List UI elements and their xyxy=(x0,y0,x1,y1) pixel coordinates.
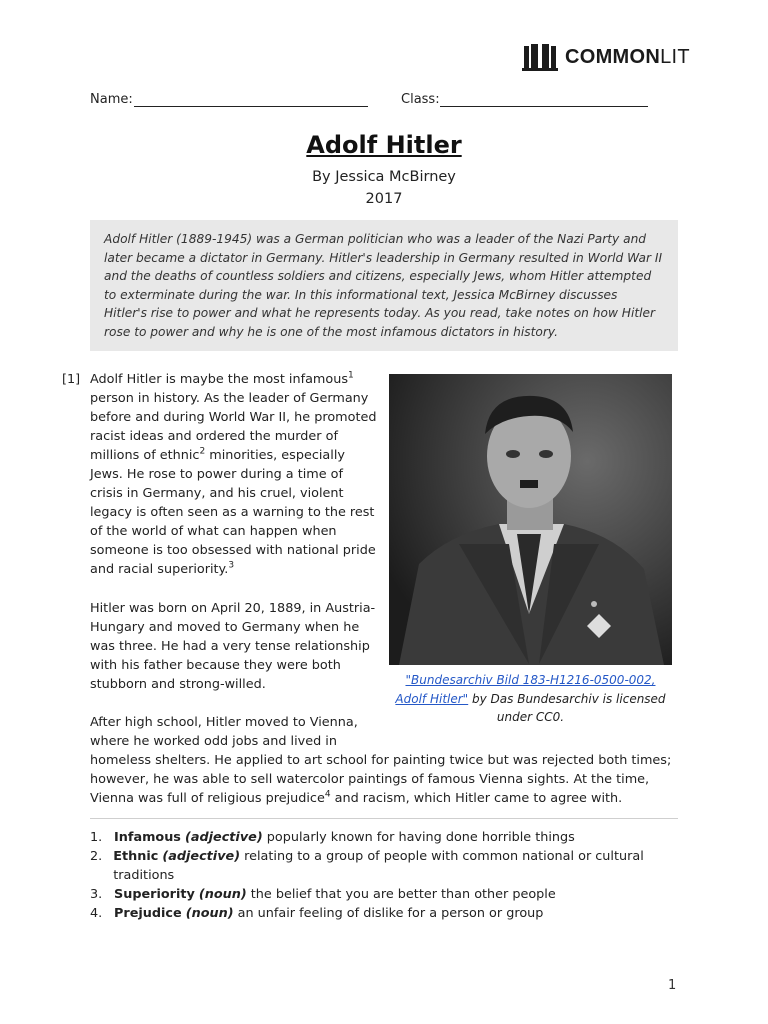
paragraph-1: Adolf Hitler is maybe the most infamous$^1$ person in history. As the leader of Germany before and during World War II, he promoted racist ideas and ordered the murder of millions of ethnic$^2$ minorities, especially Jews. He rose to power during a time of crisis in Germany, and his cruel, violent legacy is often seen as a warning to the rest of the world of what can happen when someone is too obsessed with national pride and racial superiority.$^3$ xyxy=(90,370,377,577)
name-label: Name: xyxy=(90,92,133,107)
open-book-icon xyxy=(522,43,558,71)
paragraph-3: After high school, Hitler moved to Vienna, where he worked odd jobs and lived in homeless shelters. He applied to art school for painting twice but was rejected both times; however, he was able to sell watercolor paintings of famous Vienna sights. At the time, Vienna was full of religious prejudice$^4$ and racism, which Hitler came to agree with. xyxy=(90,715,672,806)
footnote-item: 1. Infamous (adjective) popularly known for having done horrible things xyxy=(90,830,575,845)
footnote-divider xyxy=(90,818,678,819)
class-field[interactable] xyxy=(440,106,648,107)
portrait-photo xyxy=(389,374,672,665)
footnote-item: 3. Superiority (noun) the belief that you are better than other people xyxy=(90,887,556,902)
name-field[interactable] xyxy=(134,106,368,107)
photo-caption: "Bundesarchiv Bild 183-H1216-0500-002, Adolf Hitler" by Das Bundesarchiv is licensed under CC0. xyxy=(395,673,666,725)
page-number: 1 xyxy=(668,978,677,993)
class-label: Class: xyxy=(401,92,440,107)
footnote-ref-3: 3 xyxy=(228,560,235,571)
footnote-ref-2: 2 xyxy=(199,446,206,457)
year: 2017 xyxy=(365,191,403,207)
footnote-ref-4: 4 xyxy=(324,789,331,800)
footnote-ref-1: 1 xyxy=(348,370,354,381)
article-title: Adolf Hitler xyxy=(306,131,462,159)
footnote-item: 4. Prejudice (noun) an unfair feeling of dislike for a person or group xyxy=(90,906,544,921)
commonlit-logo xyxy=(522,42,690,72)
author: By Jessica McBirney xyxy=(312,169,456,185)
intro-box: Adolf Hitler (1889-1945) was a German politician who was a leader of the Nazi Party and later became a dictator in Germany. Hitler's leadership in Germany resulted in World War II and the deaths of countless soldiers and citizens, especially Jews, whom Hitler attempted to exterminate during the war. In this informational text, Jessica McBirney discusses Hitler's rise to power and what he represents today. As you read, take notes on how Hitler rose to power and why he is one of the most infamous dictators in history. xyxy=(90,220,678,351)
photo-source-link[interactable]: "Bundesarchiv Bild 183-H1216-0500-002, Adolf Hitler" xyxy=(395,673,656,706)
paragraph-2: Hitler was born on April 20, 1889, in Austria-Hungary and moved to Germany when he was three. He had a very tense relationship with his father because they were both stubborn and strong-willed. xyxy=(90,601,376,692)
brand-name: COMMONLIT xyxy=(565,45,690,68)
byline xyxy=(0,166,768,210)
footnotes-list xyxy=(90,828,690,923)
paragraph-number: [1] xyxy=(62,372,81,387)
footnote-item: 2. Ethnic (adjective) relating to a group of people with common national or cultural traditions xyxy=(90,849,644,883)
